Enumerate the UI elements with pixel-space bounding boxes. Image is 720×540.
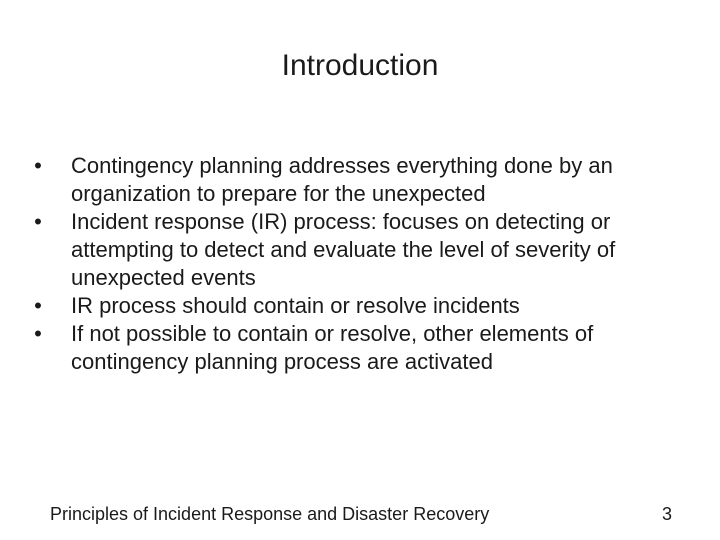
bullet-item: [28, 152, 696, 208]
bullet-icon: •: [34, 209, 42, 234]
bullet-item: [28, 208, 696, 292]
bullet-list: [28, 152, 696, 376]
bullet-text: Incident response (IR) process: focuses on detecting or attempting to detect and evaluate the level of severity of unexpected events: [71, 209, 616, 290]
bullet-text: IR process should contain or resolve incidents: [71, 293, 520, 318]
bullet-icon: •: [34, 293, 42, 318]
bullet-icon: •: [34, 153, 42, 178]
bullet-text: If not possible to contain or resolve, other elements of contingency planning process are activated: [71, 321, 594, 374]
bullet-item: [28, 320, 696, 376]
slide-title: Introduction: [281, 49, 439, 82]
bullet-icon: •: [34, 321, 42, 346]
page-number: 3: [661, 504, 672, 524]
slide-footer: Principles of Incident Response and Disaster Recovery: [50, 504, 490, 524]
bullet-text: Contingency planning addresses everything done by an organization to prepare for the unexpected: [71, 153, 613, 206]
bullet-item: [28, 292, 696, 320]
